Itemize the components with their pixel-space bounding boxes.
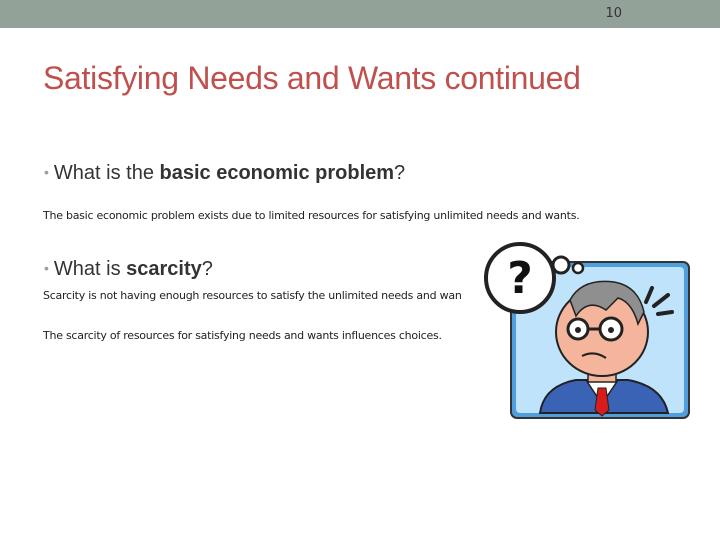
confused-man-clipart bbox=[478, 240, 694, 422]
paragraph-basic-economic-problem: The basic economic problem exists due to limited resources for satisfying unlimited needs and wants. bbox=[43, 209, 580, 222]
slide-title: Satisfying Needs and Wants continued bbox=[43, 60, 581, 96]
top-bar bbox=[0, 0, 720, 28]
paragraph-scarcity-definition: Scarcity is not having enough resources to satisfy the unlimited needs and wan bbox=[43, 289, 462, 302]
bullet-dot: • bbox=[44, 260, 49, 276]
question-mark: ? bbox=[507, 253, 533, 304]
bullet-basic-economic-problem: • What is the basic economic problem? bbox=[44, 162, 406, 184]
bullet-scarcity: • What is scarcity? bbox=[44, 258, 213, 280]
slide-number: 10 bbox=[605, 6, 622, 21]
bullet-dot: • bbox=[44, 164, 49, 180]
paragraph-scarcity-choices: The scarcity of resources for satisfying needs and wants influences choices. bbox=[43, 329, 442, 342]
